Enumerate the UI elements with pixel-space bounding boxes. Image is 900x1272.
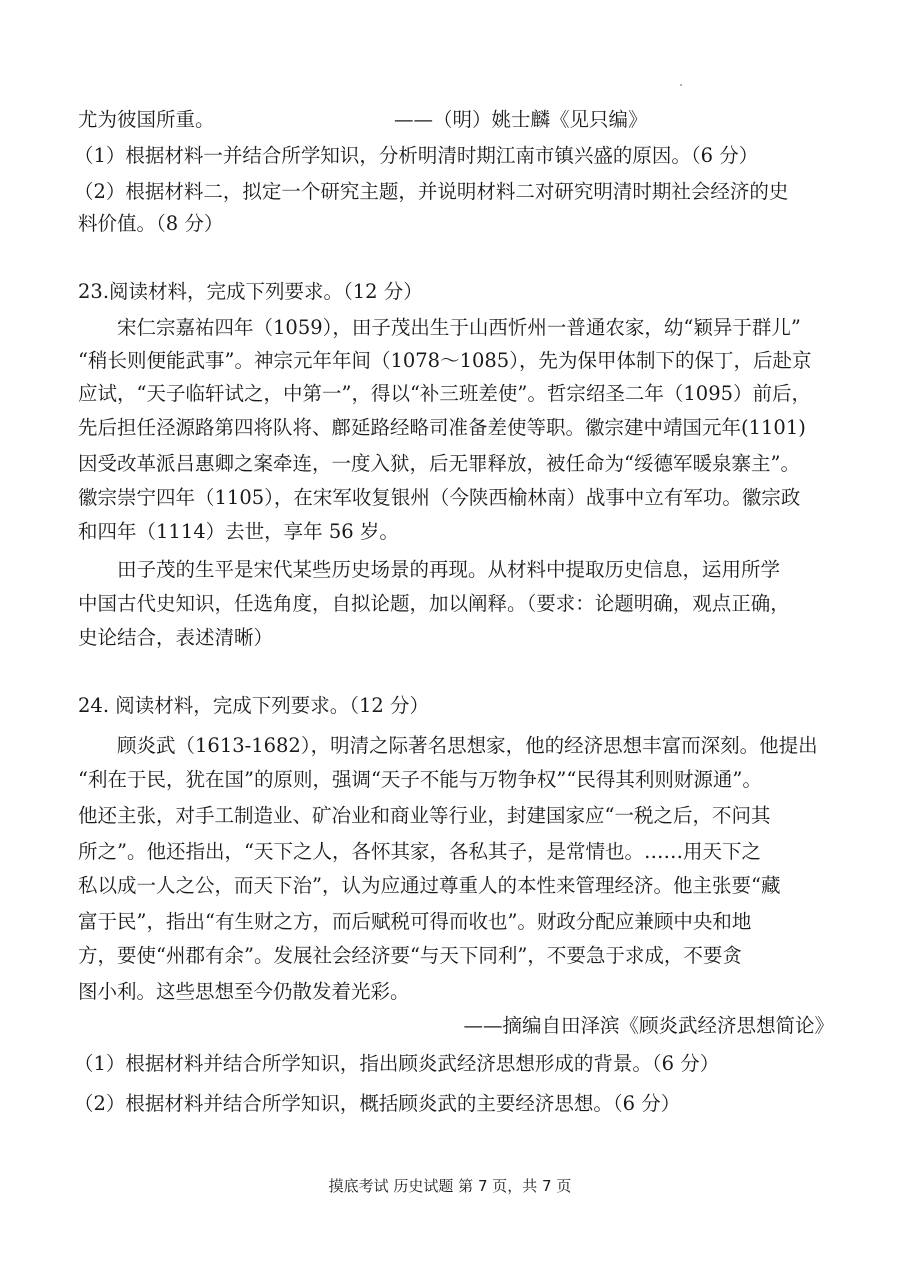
- q23-paragraph1-line: 宋仁宗嘉祐四年（1059），田子茂出生于山西忻州一普通农家，幼“颖异于群儿”: [117, 316, 801, 339]
- question-24-2: （2）根据材料并结合所学知识，概括顾炎武的主要经济思想。（6 分）: [74, 1092, 681, 1115]
- q24-paragraph-line: 富于民”，指出“有生财之方，而后赋税可得而收也”。财政分配应兼顾中央和地: [78, 910, 752, 933]
- q23-paragraph1-line: 和四年（1114）去世，享年 56 岁。: [78, 520, 399, 543]
- q23-paragraph1-line: 先后担任泾源路第四将队将、鄜延路经略司准备差使等职。徽宗建中靖国元年(1101): [78, 416, 806, 439]
- q23-paragraph1-line: 因受改革派吕惠卿之案牵连，一度入狱，后无罪释放，被任命为“绥德军暖泉寨主”。: [78, 452, 800, 475]
- material-continuation: 尤为彼国所重。: [78, 108, 215, 131]
- q23-paragraph2-line: 中国古代史知识，任选角度，自拟论题，加以阐释。（要求：论题明确，观点正确，: [78, 592, 790, 615]
- question-22-1: （1）根据材料一并结合所学知识，分析明清时期江南市镇兴盛的原因。（6 分）: [74, 144, 759, 167]
- q23-paragraph2-line: 史论结合，表述清晰）: [78, 626, 274, 649]
- material-source: ——（明）姚士麟《见只编》: [394, 108, 648, 131]
- question-22-2-line1: （2）根据材料二，拟定一个研究主题，并说明材料二对研究明清时期社会经济的史: [74, 180, 789, 203]
- q24-paragraph-line: “利在于民，犹在国”的原则，强调“天子不能与万物争权”“民得其利则财源通”。: [78, 768, 762, 791]
- q24-paragraph-line: 他还主张，对手工制造业、矿冶业和商业等行业，封建国家应“一税之后，不问其: [78, 804, 771, 827]
- q24-paragraph-line: 所之”。他还指出，“天下之人，各怀其家，各私其子，是常情也。……用天下之: [78, 840, 761, 863]
- question-22-2-line2: 料价值。（8 分）: [78, 212, 224, 235]
- q24-paragraph-line: 图小利。这些思想至今仍散发着光彩。: [78, 980, 410, 1003]
- q24-paragraph-line: 顾炎武（1613-1682），明清之际著名思想家，他的经济思想丰富而深刻。他提出: [117, 734, 818, 757]
- q23-paragraph2-line: 田子茂的生平是宋代某些历史场景的再现。从材料中提取历史信息，运用所学: [117, 558, 781, 581]
- question-23-heading: 23.阅读材料，完成下列要求。（12 分）: [78, 280, 423, 303]
- q23-paragraph1-line: 应试，“天子临轩试之，中第一”，得以“补三班差使”。哲宗绍圣二年（1095）前后，: [78, 382, 812, 405]
- q24-source: ——摘编自田泽滨《顾炎武经济思想简论》: [463, 1014, 834, 1037]
- q24-paragraph-line: 私以成一人之公，而天下治”，认为应通过尊重人的本性来管理经济。他主张要“藏: [78, 874, 781, 897]
- question-24-heading: 24. 阅读材料，完成下列要求。（12 分）: [78, 694, 429, 717]
- q24-paragraph-line: 方，要使“州郡有余”。发展社会经济要“与天下同利”，不要急于求成，不要贪: [78, 944, 742, 967]
- scan-speck: [680, 84, 682, 86]
- q23-paragraph1-line: “稍长则便能武事”。神宗元年年间（1078～1085），先为保甲体制下的保丁，后赴京: [78, 349, 812, 372]
- question-24-1: （1）根据材料并结合所学知识，指出顾炎武经济思想形成的背景。（6 分）: [74, 1052, 720, 1075]
- q23-paragraph1-line: 徽宗崇宁四年（1105），在宋军收复银州（今陕西榆林南）战事中立有军功。徽宗政: [78, 486, 801, 509]
- page-footer: 摸底考试 历史试题 第 7 页，共 7 页: [328, 1177, 572, 1195]
